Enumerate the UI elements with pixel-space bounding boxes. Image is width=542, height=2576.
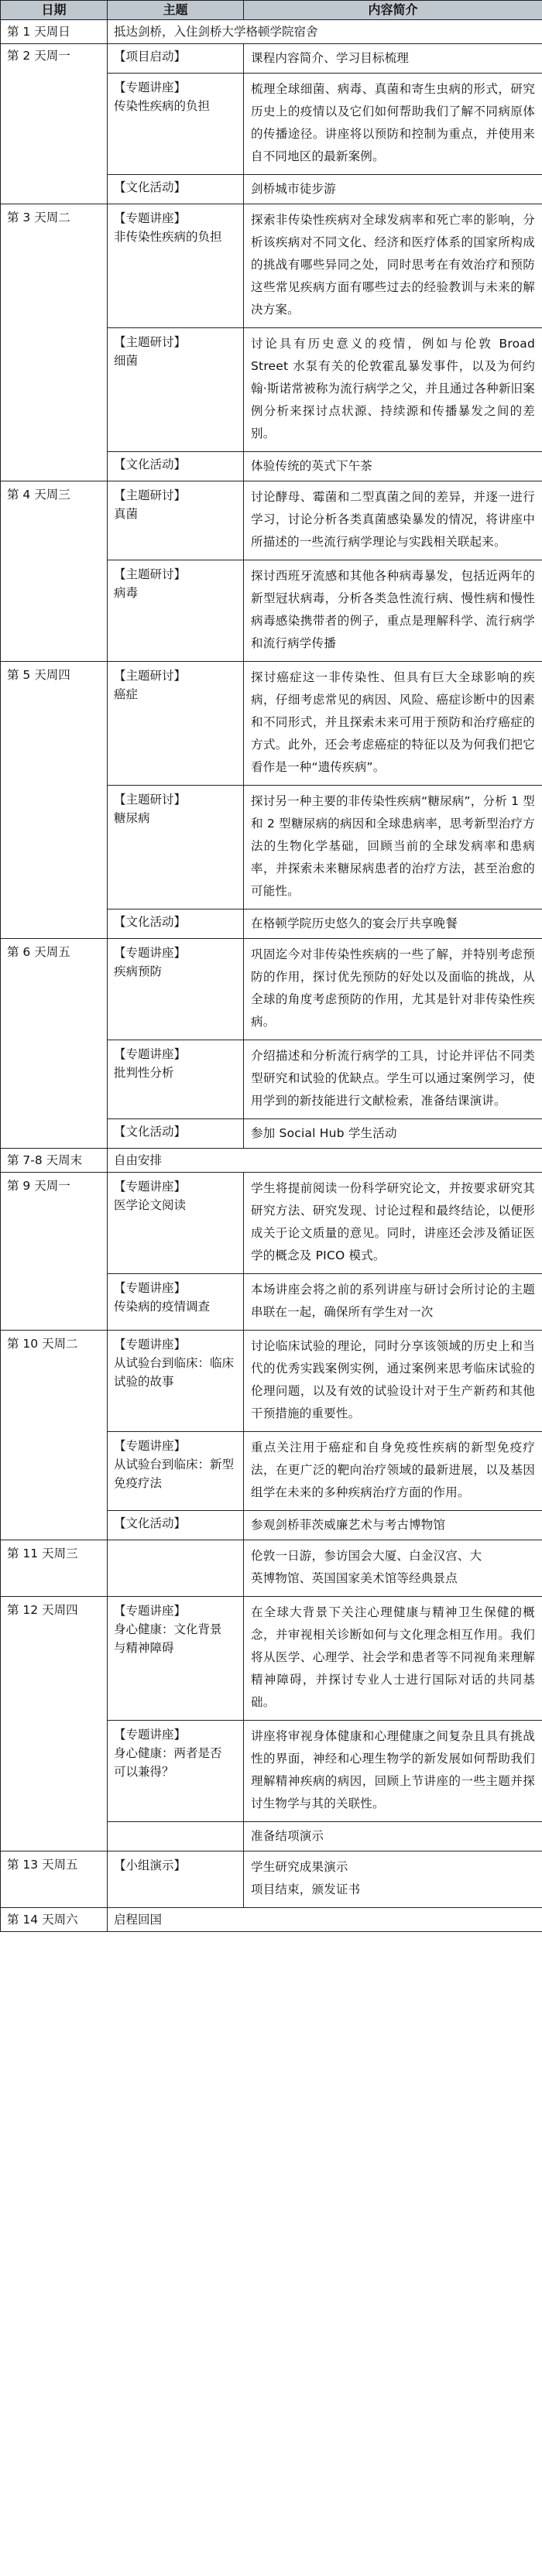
theme-cell: 【文化活动】	[108, 909, 244, 939]
table-row	[1, 20, 542, 44]
desc-cell: 在格顿学院历史悠久的宴会厅共享晚餐	[244, 909, 542, 939]
desc-cell: 讨论酵母、霉菌和二型真菌之间的差异，并逐一进行学习，讨论分析各类真菌感染暴发的情况，将讲座中所描述的一些流行病学理论与实践相关联起来。	[244, 481, 542, 560]
table-row	[1, 1331, 542, 1432]
theme-line: 【专题讲座】	[114, 1728, 187, 1742]
theme-cell	[108, 939, 244, 1040]
desc-cell: 探讨西班牙流感和其他各种病毒暴发，包括近两年的新型冠状病毒，分析各类急性流行病、慢性病和慢性病毒感染携带者的例子，重点是理解科学、流行病学和流行病学传播	[244, 560, 542, 662]
date-cell: 第 10 天周二	[1, 1331, 108, 1540]
date-cell: 第 3 天周二	[1, 204, 108, 481]
date-cell: 第 2 天周一	[1, 44, 108, 204]
desc-cell: 参观剑桥菲茨威廉艺术与考古博物馆	[244, 1511, 542, 1540]
header-theme: 主题	[108, 1, 244, 20]
date-cell: 第 4 天周三	[1, 481, 108, 662]
theme-line: 【专题讲座】	[114, 211, 187, 225]
theme-line: 【专题讲座】	[114, 1439, 187, 1453]
theme-line: 细菌	[114, 354, 139, 368]
theme-line: 【专题讲座】	[114, 1604, 187, 1618]
desc-cell: 在全球大背景下关注心理健康与精神卫生保健的概念，并审视相关诊断如何与文化理念相互作用。我们将从医学、心理学、社会学和患者等不同视角来理解精神障碍，并探讨专业人士进行国际对话的共同基础。	[244, 1597, 542, 1721]
theme-line: 真菌	[114, 507, 139, 521]
theme-line: 病毒	[114, 586, 139, 600]
theme-line: 免疫疗法	[114, 1476, 163, 1490]
span-cell: 启程回国	[108, 1908, 542, 1932]
table-row	[1, 1540, 542, 1597]
table-row	[1, 939, 542, 1040]
date-cell: 第 14 天周六	[1, 1908, 108, 1932]
desc-cell: 重点关注用于癌症和自身免疫性疾病的新型免疫疗法，在更广泛的靶向治疗领域的最新进展，以及基因组学在未来的多种疾病治疗方面的作用。	[244, 1432, 542, 1511]
desc-cell: 巩固迄今对非传染性疾病的一些了解，并特别考虑预防的作用，探讨优先预防的好处以及面临的挑战，从全球的角度考虑预防的作用，尤其是针对非传染性疾病。	[244, 939, 542, 1040]
theme-line: 【主题研讨】	[114, 335, 187, 349]
date-cell: 第 12 天周四	[1, 1597, 108, 1852]
theme-cell	[108, 662, 244, 786]
theme-line: 癌症	[114, 687, 139, 701]
desc-cell: 探讨癌症这一非传染性、但具有巨大全球影响的疾病，仔细考虑常见的病因、风险、癌症诊断中的因素和不同形式，并且探索未来可用于预防和治疗癌症的方式。此外，还会考虑癌症的特征以及为何我们把它看作是一种“遗传疾病”。	[244, 662, 542, 786]
table-row	[1, 1597, 542, 1721]
theme-cell	[108, 1040, 244, 1119]
theme-line: 与精神障碍	[114, 1641, 174, 1655]
theme-line: 糖尿病	[114, 811, 150, 825]
theme-line: 可以兼得？	[114, 1765, 174, 1779]
theme-line: 【专题讲座】	[114, 80, 187, 94]
theme-cell	[108, 1721, 244, 1822]
desc-cell: 参加 Social Hub 学生活动	[244, 1119, 542, 1149]
date-cell: 第 7-8 天周末	[1, 1149, 108, 1173]
theme-line: 【主题研讨】	[114, 793, 187, 807]
theme-line: 传染病的疫情调查	[114, 1300, 211, 1314]
header-date: 日期	[1, 1, 108, 20]
desc-cell	[244, 1540, 542, 1597]
theme-line: 试验的故事	[114, 1375, 174, 1389]
theme-cell	[108, 481, 244, 560]
desc-line: 伦敦一日游，参访国会大厦、白金汉宫、大	[251, 1549, 482, 1563]
theme-line: 传染性疾病的负担	[114, 99, 211, 113]
theme-cell: 【文化活动】	[108, 1119, 244, 1149]
date-cell: 第 11 天周三	[1, 1540, 108, 1597]
theme-cell	[108, 1274, 244, 1331]
table-row	[1, 662, 542, 786]
theme-line: 【专题讲座】	[114, 1281, 187, 1295]
table-row	[1, 481, 542, 560]
desc-cell: 剑桥城市徒步游	[244, 175, 542, 204]
theme-line: 非传染性疾病的负担	[114, 230, 222, 244]
date-cell: 第 1 天周日	[1, 20, 108, 44]
theme-cell: 【项目启动】	[108, 44, 244, 74]
desc-cell: 讨论具有历史意义的疫情，例如与伦敦 Broad Street 水泵有关的伦敦霍乱暴发事件，以及为何约翰·斯诺常被称为流行病学之父，并且通过各种新旧案例分析来探讨点状源、持续源和传播暴发之间的差别。	[244, 328, 542, 452]
theme-line: 身心健康：两者是否	[114, 1746, 222, 1760]
desc-cell: 本场讲座会将之前的系列讲座与研讨会所讨论的主题串联在一起，确保所有学生对一次	[244, 1274, 542, 1331]
theme-cell	[108, 328, 244, 452]
table-row	[1, 1908, 542, 1932]
theme-line: 身心健康：文化背景	[114, 1622, 222, 1636]
theme-cell: 【文化活动】	[108, 1511, 244, 1540]
theme-line: 从试验台到临床：临床	[114, 1356, 235, 1370]
desc-line: 英博物馆、英国国家美术馆等经典景点	[251, 1571, 458, 1585]
table-row	[1, 1149, 542, 1173]
span-cell: 自由安排	[108, 1149, 542, 1173]
desc-cell: 学生将提前阅读一份科学研究论文，并按要求研究其研究方法、研究发现、讨论过程和最终结论，以便形成关于论文质量的意见。同时，讲座还会涉及循证医学的概念及 PICO 模式。	[244, 1173, 542, 1274]
theme-line: 【专题讲座】	[114, 946, 187, 960]
theme-line: 【主题研讨】	[114, 488, 187, 502]
table-row	[1, 204, 542, 328]
theme-cell	[108, 1173, 244, 1274]
theme-cell	[108, 74, 244, 175]
desc-cell	[244, 1852, 542, 1908]
theme-cell	[108, 1432, 244, 1511]
theme-cell	[108, 1597, 244, 1721]
date-cell: 第 9 天周一	[1, 1173, 108, 1331]
date-cell: 第 13 天周五	[1, 1852, 108, 1908]
table-row	[1, 1852, 542, 1908]
header-desc: 内容简介	[244, 1, 542, 20]
theme-line: 医学论文阅读	[114, 1198, 187, 1212]
theme-line: 【专题讲座】	[114, 1338, 187, 1351]
desc-cell: 讲座将审视身体健康和心理健康之间复杂且具有挑战性的界面，神经和心理生物学的新发展如何帮助我们理解精神疾病的病因，回顾上节讲座的一些主题并探讨生物学与其的关联性。	[244, 1721, 542, 1822]
theme-line: 从试验台到临床：新型	[114, 1458, 235, 1471]
table-row	[1, 1173, 542, 1274]
theme-line: 【专题讲座】	[114, 1180, 187, 1194]
desc-cell: 探索非传染性疾病对全球发病率和死亡率的影响，分析该疾病对不同文化、经济和医疗体系的国家所构成的挑战有哪些异同之处，同时思考在有效治疗和预防这些常见疾病方面有哪些过去的经验教训与未来的解决方案。	[244, 204, 542, 328]
desc-cell: 体验传统的英式下午茶	[244, 452, 542, 481]
theme-line: 【主题研讨】	[114, 567, 187, 581]
date-cell: 第 6 天周五	[1, 939, 108, 1149]
date-cell: 第 5 天周四	[1, 662, 108, 939]
desc-cell: 梳理全球细菌、病毒、真菌和寄生虫病的形式，研究历史上的疫情以及它们如何帮助我们了解不同病原体的传播途径。讲座将以预防和控制为重点，并使用来自不同地区的最新案例。	[244, 74, 542, 175]
desc-cell: 介绍描述和分析流行病学的工具，讨论并评估不同类型研究和试验的优缺点。学生可以通过案例学习，使用学到的新技能进行文献检索，准备结课演讲。	[244, 1040, 542, 1119]
table-row	[1, 44, 542, 74]
span-cell: 抵达剑桥，入住剑桥大学格顿学院宿舍	[108, 20, 542, 44]
desc-cell: 课程内容简介、学习目标梳理	[244, 44, 542, 74]
theme-line: 【主题研讨】	[114, 669, 187, 683]
theme-cell	[108, 560, 244, 662]
theme-line: 疾病预防	[114, 964, 163, 978]
desc-line: 项目结束，颁发证书	[251, 1882, 361, 1896]
desc-line: 学生研究成果演示	[251, 1860, 348, 1874]
desc-cell: 探讨另一种主要的非传染性疾病“糖尿病”，分析 1 型和 2 型糖尿病的病因和全球患病率，思考新型治疗方法的生物化学基础，回顾当前的全球发病率和患病率，并探索未来糖尿病患者的治疗方法，甚至治愈的可能性。	[244, 786, 542, 909]
theme-cell: 【小组演示】	[108, 1852, 244, 1908]
theme-cell	[108, 1331, 244, 1432]
desc-cell: 讨论临床试验的理论，同时分享该领域的历史上和当代的优秀实践案例实例，通过案例来思考临床试验的伦理问题，以及有效的试验设计对于生产新药和其他干预措施的重要性。	[244, 1331, 542, 1432]
theme-line: 批判性分析	[114, 1066, 174, 1080]
header-row	[1, 1, 542, 20]
theme-cell	[108, 786, 244, 909]
desc-cell: 准备结项演示	[244, 1822, 542, 1852]
theme-cell: 【文化活动】	[108, 175, 244, 204]
theme-cell	[108, 204, 244, 328]
theme-line: 【专题讲座】	[114, 1047, 187, 1061]
theme-cell	[108, 1540, 244, 1597]
theme-cell: 【文化活动】	[108, 452, 244, 481]
theme-cell	[108, 1822, 244, 1852]
